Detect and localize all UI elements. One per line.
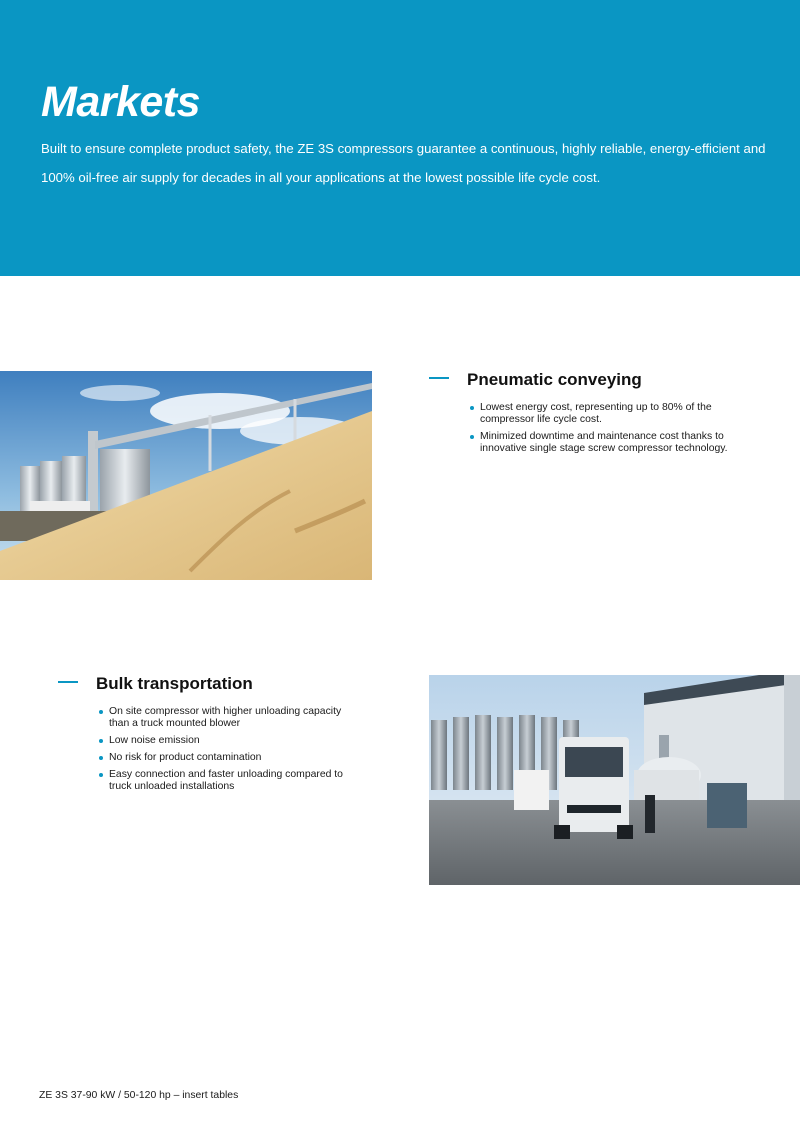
pneumatic-conveying-title: Pneumatic conveying [467,370,642,389]
section-accent-dash [58,681,78,683]
list-item: On site compressor with higher unloading capacity than a truck mounted blower [99,706,364,730]
list-item: Lowest energy cost, representing up to 80% of the compressor life cycle cost. [470,402,760,426]
bulk-truck-photo [429,675,800,885]
footer-text: ZE 3S 37-90 kW / 50-120 hp – insert tables [39,1090,239,1101]
grain-silo-photo [0,371,372,580]
list-item: Easy connection and faster unloading compared to truck unloaded installations [99,769,364,793]
hero-banner [0,0,800,276]
pneumatic-bullet-list [470,402,760,460]
bulk-transportation-title: Bulk transportation [96,674,253,693]
list-item: Low noise emission [99,735,364,747]
intro-paragraph: Built to ensure complete product safety, the ZE 3S compressors guarantee a continuous, highly reliable, energy-efficient and 100% oil-free air supply for decades in all your applications at the lowest possible life cycle cost. [41,141,766,185]
bulk-bullet-list [99,706,364,798]
list-item: Minimized downtime and maintenance cost thanks to innovative single stage screw compressor technology. [470,431,760,455]
page-title: Markets [41,78,201,126]
section-accent-dash [429,377,449,379]
list-item: No risk for product contamination [99,752,364,764]
